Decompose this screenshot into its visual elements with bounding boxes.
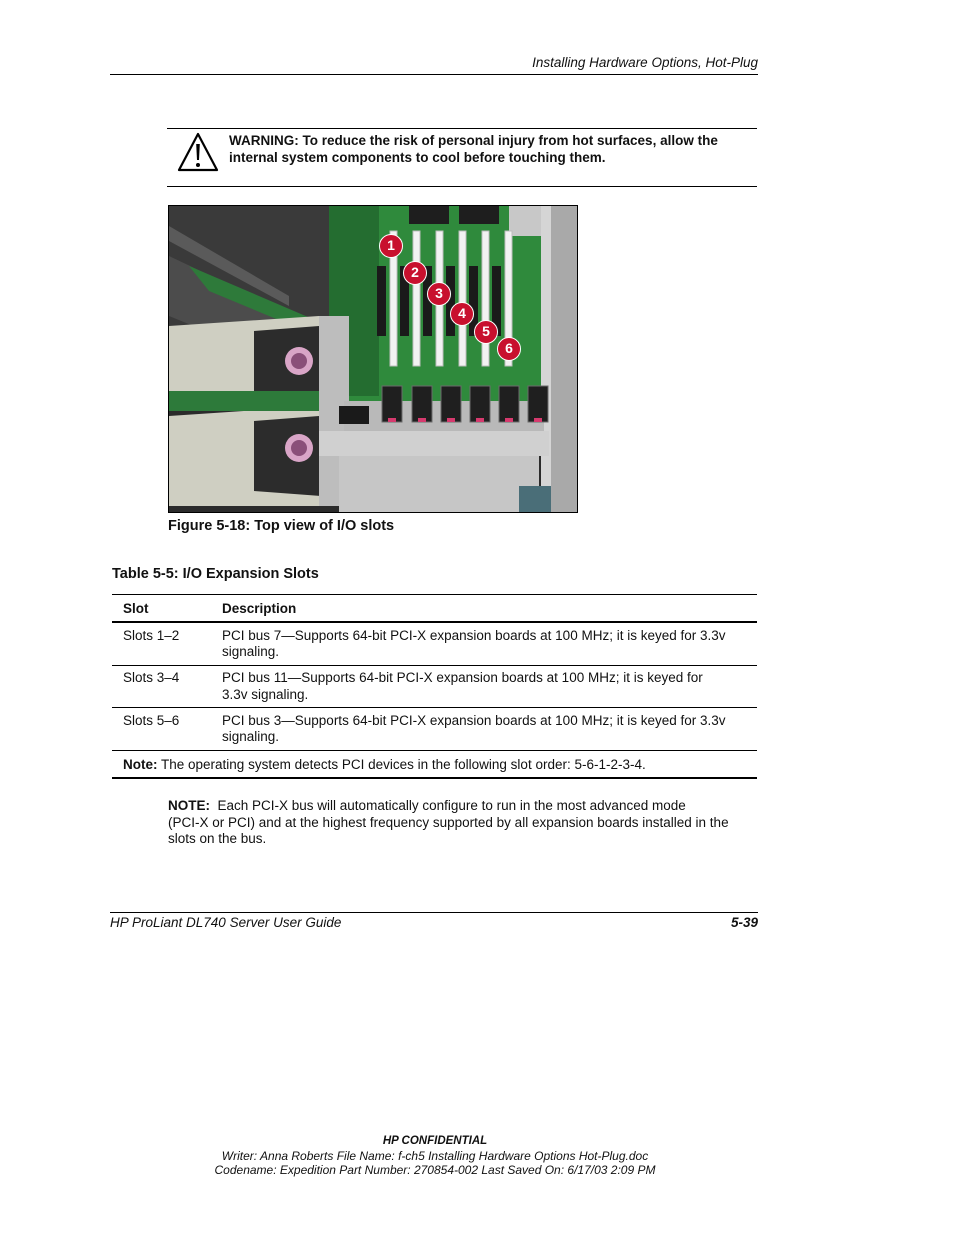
table-note-label: Note: — [123, 757, 158, 772]
slot-cell: Slots 3–4 — [123, 670, 180, 685]
description-cell-line2: signaling. — [222, 644, 280, 659]
confidential-title: HP CONFIDENTIAL — [382, 1135, 488, 1147]
row-divider — [112, 665, 757, 666]
callout-6: 6 — [497, 337, 521, 361]
confidential-codename-line: Codename: Expedition Part Number: 270854-002 Last Saved On: 6/17/03 2:09 PM — [214, 1163, 656, 1177]
running-header: Installing Hardware Options, Hot-Plug — [532, 55, 758, 70]
row-divider — [112, 707, 757, 708]
description-cell-line2: signaling. — [222, 729, 280, 744]
table-top-rule — [112, 594, 757, 595]
table-header-slot: Slot — [123, 601, 149, 616]
slot-cell: Slots 1–2 — [123, 628, 180, 643]
row-divider — [112, 750, 757, 751]
note-text-1: Each PCI-X bus will automatically configure to run in the most advanced mode — [210, 798, 686, 813]
callout-4: 4 — [450, 302, 474, 326]
warning-text: WARNING: To reduce the risk of personal injury from hot surfaces, allow the internal system components to cool before touching them. — [229, 133, 718, 165]
confidential-writer-line: Writer: Anna Roberts File Name: f-ch5 Installing Hardware Options Hot-Plug.doc — [221, 1149, 649, 1163]
description-cell-line2: 3.3v signaling. — [222, 687, 309, 702]
description-cell-line1: PCI bus 11—Supports 64-bit PCI-X expansion boards at 100 MHz; it is keyed for — [222, 670, 703, 685]
note-label: NOTE: — [168, 798, 210, 813]
note-paragraph — [168, 798, 758, 848]
table-header-rule — [112, 621, 757, 623]
note-line3: slots on the bus. — [168, 831, 267, 846]
warning-top-rule — [167, 128, 757, 129]
callout-5: 5 — [474, 320, 498, 344]
page-number: 5-39 — [730, 915, 758, 930]
callout-3: 3 — [427, 282, 451, 306]
footer-rule — [110, 912, 758, 913]
table-note — [123, 757, 646, 774]
table-bottom-rule — [112, 777, 757, 779]
warning-bottom-rule — [167, 186, 757, 187]
slot-cell: Slots 5–6 — [123, 713, 180, 728]
table-header-description: Description — [222, 601, 297, 616]
note-line2: (PCI-X or PCI) and at the highest frequency supported by all expansion boards installed in the — [168, 814, 729, 830]
description-cell-line1: PCI bus 7—Supports 64-bit PCI-X expansion boards at 100 MHz; it is keyed for 3.3v — [222, 628, 726, 643]
table-note-text: The operating system detects PCI devices in the following slot order: 5-6-1-2-3-4. — [157, 757, 646, 772]
figure-caption: Figure 5-18: Top view of I/O slots — [168, 518, 395, 534]
table-title: Table 5-5: I/O Expansion Slots — [112, 566, 319, 582]
callout-1: 1 — [379, 234, 403, 258]
footer-guide-title: HP ProLiant DL740 Server User Guide — [110, 915, 342, 930]
callout-2: 2 — [403, 261, 427, 285]
warning-triangle-icon — [176, 131, 220, 173]
io-slots-photo — [168, 205, 578, 513]
header-rule — [110, 74, 758, 75]
description-cell-line1: PCI bus 3—Supports 64-bit PCI-X expansion boards at 100 MHz; it is keyed for 3.3v — [222, 713, 726, 728]
note-line1 — [168, 798, 758, 815]
